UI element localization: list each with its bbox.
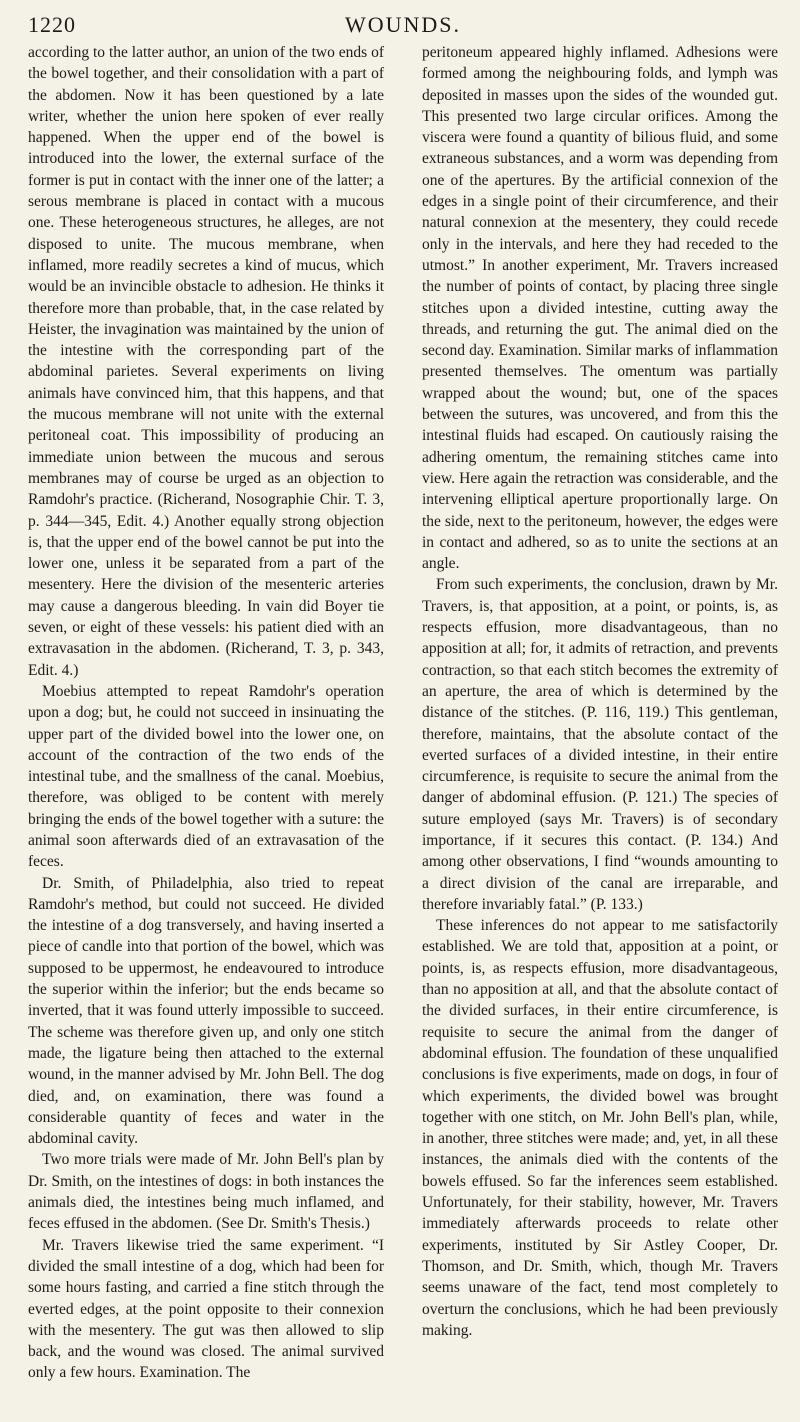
paragraph: Two more trials were made of Mr. John Bell's plan by Dr. Smith, on the intestines of dogs: in both instances the animals died, the intestines being much inflamed, and feces effused in the abdomen. (See Dr. Smith's Thesis.) bbox=[28, 1151, 384, 1233]
paragraph: From such experiments, the conclusion, drawn by Mr. Travers, is, that apposition, at a point, or points, is, as respects effusion, more disadvantageous, than no apposition at all; for, it admits of retraction, and prevents contraction, so that each stitch becomes the extremity of an aperture, the area of which is determined by the distance of the stitches. (P. 116, 119.) This gentleman, therefore, maintains, that the absolute contact of the everted surfaces of a divided intestine, in their entire circumference, is requisite to secure the animal from the danger of abdominal effusion. (P. 121.) The species of suture employed (says Mr. Travers) is of secondary importance, if it secures this contact. (P. 134.) And among other observations, I find “wounds amounting to a direct division of the canal are irreparable, and therefore invariably fatal.” (P. 133.) bbox=[422, 576, 778, 913]
paragraph: These inferences do not appear to me satisfactorily established. We are told that, apposition at a point, or points, is, as respects effusion, more disadvantageous, than no apposition at all, and that the absolute contact of the divided surfaces, in their entire circumference, is requisite to secure the animal from the danger of abdominal effusion. The foundation of these unqualified conclusions is five experiments, made on dogs, in four of which experiments, the divided bowel was brought together with one stitch, on Mr. John Bell's plan, while, in another, three stitches were made; and, yet, in all these instances, the animals died with the contents of the bowels effused. So far the inferences seem established. Unfortunately, for their stability, however, Mr. Travers immediately afterwards proceeds to relate other experiments, instituted by Sir Astley Cooper, Dr. Thomson, and Dr. Smith, which, though Mr. Travers seems unaware of the fact, tend most completely to overturn the conclusions, which he had been previously making. bbox=[422, 917, 778, 1339]
paragraph: Mr. Travers likewise tried the same experiment. “I divided the small intestine of a dog, which had been for some hours fasting, and carried a fine stitch through the everted edges, at the point opposite to their connexion with the mesentery. The gut was then allowed to slip back, and the wound was closed. The animal survived only a few hours. Examination. The bbox=[28, 1236, 384, 1382]
running-head bbox=[28, 10, 778, 40]
paragraph: Dr. Smith, of Philadelphia, also tried to repeat Ramdohr's method, but could not succeed. He divided the intestine of a dog transversely, and having inserted a piece of candle into that portion of the bowel, which was supposed to be uppermost, he endeavoured to introduce the superior within the inferior; but the ends became so inverted, that it was found utterly impossible to succeed. The scheme was therefore given up, and only one stitch made, the ligature being then attached to the external wound, in the manner advised by Mr. John Bell. The dog died, and, on examination, there was found a considerable quantity of feces and water in the abdominal cavity. bbox=[28, 874, 384, 1148]
paragraph: Moebius attempted to repeat Ramdohr's operation upon a dog; but, he could not succeed in insinuating the upper part of the divided bowel into the lower one, on account of the contraction of the two ends of the intestinal tube, and the smallness of the canal. Moebius, therefore, was obliged to be content with merely bringing the ends of the bowel together with a suture: the animal soon afterwards died of an extravasation of the feces. bbox=[28, 682, 384, 871]
running-title: WOUNDS. bbox=[344, 12, 462, 37]
text-columns bbox=[28, 42, 778, 1384]
right-column bbox=[422, 42, 778, 1384]
page-number: 1220 bbox=[28, 12, 76, 37]
left-column bbox=[28, 42, 384, 1384]
paragraph: peritoneum appeared highly inflamed. Adhesions were formed among the neighbouring folds, and lymph was deposited in masses upon the sides of the wounded gut. This presented two large circular orifices. Among the viscera were found a quantity of bilious fluid, and some extraneous substances, and a worm was depending from one of the apertures. By the artificial connexion of the edges in a single point of their circumference, and their natural connexion at the mesentery, they could recede only in the intervals, and here they had receded to the utmost.” In another experiment, Mr. Travers increased the number of points of contact, by placing three single stitches upon a divided intestine, cutting away the threads, and returning the gut. The animal died on the second day. Examination. Similar marks of inflammation presented themselves. The omentum was partially wrapped about the wound; but, one of the spaces between the sutures, was uncovered, and from this the intestinal fluids had escaped. On cautiously raising the adhering omentum, the remaining stitches came into view. Here again the retraction was considerable, and the intervening elliptical aperture proportionally large. On the side, next to the peritoneum, however, the edges were in contact and adhered, so as to unite the sections at an angle. bbox=[422, 44, 778, 573]
paragraph: according to the latter author, an union of the two ends of the bowel together, and their consolidation with a part of the abdomen. Now it has been questioned by a late writer, whether the union here spoken of ever really happened. When the upper end of the bowel is introduced into the lower, the external surface of the former is put in contact with the inner one of the latter; a serous membrane is placed in contact with a mucous one. These heterogeneous structures, he alleges, are not disposed to unite. The mucous membrane, when inflamed, more readily secretes a kind of mucus, which would be an invincible obstacle to adhesion. He thinks it therefore more than probable, that, in the case related by Heister, the invagination was maintained by the union of the intestine with the corresponding part of the abdominal parietes. Several experiments on living animals have convinced him, that this happens, and that the mucous membrane will not unite with the external peritoneal coat. This impossibility of producing an immediate union between the mucous and serous membranes may of course be urged as an objection to Ramdohr's practice. (Richerand, Nosographie Chir. T. 3, p. 344—345, Edit. 4.) Another equally strong objection is, that the upper end of the bowel cannot be put into the lower one, unless it be separated from a part of the mesentery. Here the division of the mesenteric arteries may cause a dangerous bleeding. In vain did Boyer tie seven, or eight of these vessels: his patient died with an extravasation in the abdomen. (Richerand, T. 3, p. 343, Edit. 4.) bbox=[28, 44, 384, 679]
